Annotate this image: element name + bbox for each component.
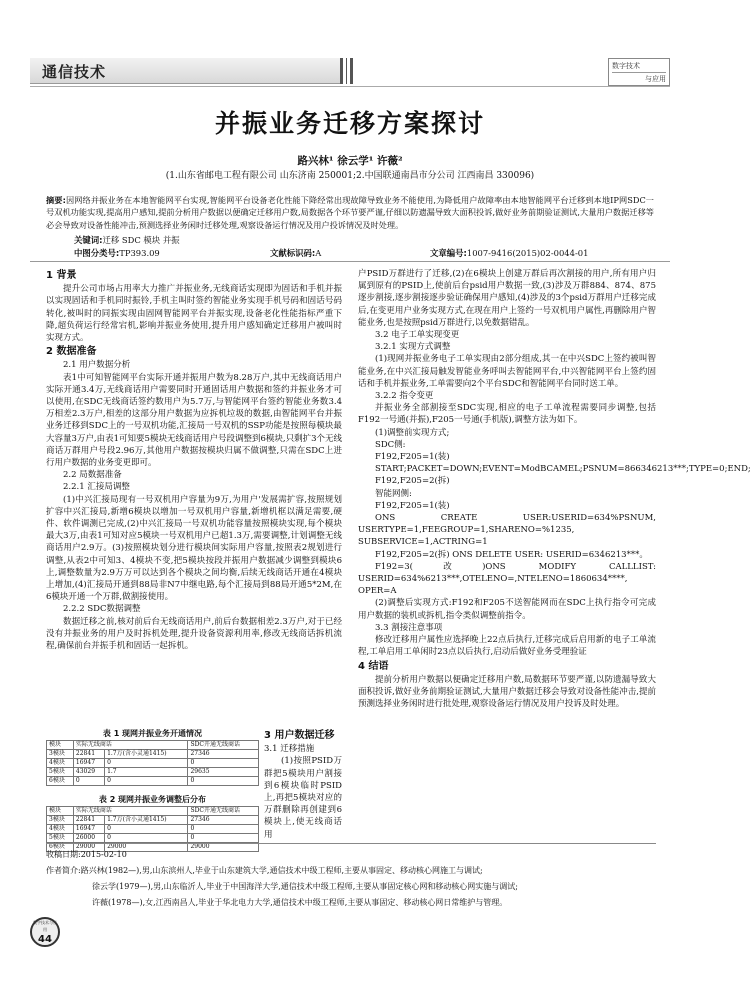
section-heading-2: 2 数据准备 [46,346,97,358]
paper-affiliation: (1.山东省邮电工程有限公司 山东济南 250001;2.中国联通南昌市分公司 江西南昌 330096) [165,171,535,181]
table-row [47,834,259,843]
table-cell: 3模块 [47,750,74,759]
keywords-label: 关键词: [74,235,103,245]
command-line: F192=3(改)ONS MODIFY CALLLIST: USERID=634%6213***,OTELENO=,NTELENO=1860634****, OPER=A [358,561,656,597]
table-cell: 0 [188,777,259,786]
table-cell: 0 [105,777,188,786]
table-header-cell: 实际无线商话 [73,741,188,750]
abstract [46,194,654,231]
table-cell: 26000 [73,834,104,843]
table-cell: 4模块 [47,759,74,768]
table-1-caption: 表 1 现网并振业务开通情况 [102,729,203,738]
paragraph: (1)按照PSID万群把5模块用户割接到6模块临时PSID上,再把5模块对应的万群删除再创建到6模块上,使无线商话用 [264,756,342,840]
table-1-grid [46,740,259,786]
table-cell: 4模块 [47,825,74,834]
paragraph: (2)调整后实现方式:F192和F205不送智能网而在SDC上执行指令可完成用户数据的装机或拆机,指令类似调整前指令。 [358,598,656,621]
keywords [74,234,180,246]
table-cell: 6模块 [47,843,74,852]
footnote-bio: 作者简介:路兴林(1982—),男,山东滨州人,毕业于山东建筑大学,通信技术中级工程师,主要从事固定、移动核心网施工与调试; [46,866,483,875]
table-header-cell: SDC开通无线商话 [188,741,259,750]
table-cell: 6模块 [47,777,74,786]
paragraph: 数据迁移之前,核对前后台无线商话用户,前后台数据相差2.3万户,对于已经没有并振业务的用户及时拆机处理,提升设备资源利用率,修改无线商话拆机流程,确保前台并振手机和固话一起拆机。 [46,616,342,652]
command-line: F192,F205=2(拆) [375,476,450,487]
subsubsection-heading: 3.2.2 指令变更 [375,391,434,402]
table-cell: 0 [105,825,188,834]
paragraph: 表1中可知智能网平台实际开通并振用户数为8.28万户,其中无线商话用户实际开通3.4万,无线商话用户需要同时开通固话用户数据和签约并振业务才可以使用,在SDC无线商话签约数用户为5.7万,与智能网平台签约智能业务数3.4万相差2.3万户,相差的这部分用户数据为应拆机垃圾的数据,由智能网平台并振业务迁移到SDC上的一号双机功能,汇接局一号双机的SSP功能是按照每模块最大容量3万户,由表1可知要5模块无线商话用户号段调整到6模块,只剩扩3个无线商话万群用户号段2.96万,其他用户数据按模块归属不做调整,只需在SDC上进行用户数据的业务变更即可。 [46,372,342,469]
section-heading-3: 3 用户数据迁移 [264,730,335,741]
paragraph: (1)现网并振业务电子工单实现由2部分组成,其一在中兴SDC上签约被叫智能业务,在中兴汇接局触发智能业务呼叫去智能网平台,中兴智能网平台上签约固话和手机并振业务,工单需要向2个平台SDC和智能网平台同时送工单。 [358,354,656,389]
abstract-label: 摘要: [46,195,66,205]
table-cell: 0 [105,834,188,843]
command-line: F192,F205=1(装) [375,500,450,511]
subsection-heading: 3.3 割接注意事项 [375,622,443,633]
clc-number [74,247,160,259]
section-title: 通信技术 [42,63,107,81]
table-header-cell: 模块 [47,741,74,750]
table-cell: 29000 [105,843,188,852]
clc-label: 中图分类号: [74,248,120,258]
footnote-rule [46,843,656,844]
journal-logo-line2: 与应用 [612,72,666,85]
table-cell: 29000 [73,843,104,852]
command-line: 智能网侧: [375,488,412,499]
doc-code-value: A [315,248,322,258]
table-cell: 22841 [73,750,104,759]
table-header-row [47,741,259,750]
table-row [47,750,259,759]
table-cell: 0 [73,777,104,786]
section-heading-4: 4 结语 [358,660,389,672]
table-cell: 27346 [188,816,259,825]
left-column [46,268,342,652]
header-rule [30,86,670,87]
table-header-cell: SDC开通无线商话 [188,807,259,816]
table-row [47,759,259,768]
table-cell: 0 [188,834,259,843]
footnote-received: 收稿日期:2015-02-10 [46,850,127,859]
table-cell: 5模块 [47,834,74,843]
command-line: START;PACKET=DOWN;EVENT=ModBCAMEL;PSNUM=866346213***;TYPE=0;END; [375,464,751,475]
doc-code [270,247,321,259]
subsubsection-heading: 2.2.2 SDC数据调整 [63,604,141,615]
command-line: ONS CREATE USER:USERID=634%PSNUM, USERTYPE=1,FEEGROUP=1,SHARENO=%1235, SUBSERVICE=1,ACTRING=1 [358,513,656,548]
journal-logo-line1: 数字技术 [612,62,640,70]
table-cell: 29000 [188,843,259,852]
paper-authors: 路兴林¹ 徐云学¹ 许薇² [297,155,403,167]
abstract-text: 因网络并振业务在本地智能网平台实现,智能网平台设备老化性能下降经常出现故障导致业务不能使用,为降低用户故障率由本地智能网平台迁移到本地IP网SDC一号双机功能实现,提高用户感知,提前分析用户数据以便确定迁移用户数,局数据各个环节要严谨,仔细以防遗漏导致大面积投诉,做好业务前期验证测试,大量用户数据迁移等必会导致对设备性能冲击,预测选择业务闲时迁移处理,观察设备运行情况及用户投诉情况及时处理。 [46,195,654,230]
table-2-grid [46,806,259,852]
table-cell: 0 [188,759,259,768]
table-header-cell: 模块 [47,807,74,816]
table-cell: 1.7万(含小灵通1415) [105,816,188,825]
paper-title: 并振业务迁移方案探讨 [214,109,485,138]
journal-logo [608,58,670,86]
table-cell: 29635 [188,768,259,777]
table-2-caption: 表 2 现网并振业务调整后分布 [98,795,207,804]
table-row [47,816,259,825]
mid-column [264,728,342,841]
section-heading-1: 1 背景 [46,270,77,281]
command-line: F192,F205=1(装) [375,452,450,463]
table-cell: 16947 [73,759,104,768]
table-cell: 3模块 [47,816,74,825]
clc-value: TP393.09 [119,248,160,258]
paragraph: (1)中兴汇接局现有一号双机用户容量为9万,为用户'发展需扩容,按照规划扩容中兴汇接局,新增6模块以增加一号双机用户容量,新增机框以满足需要,硬件、软件调测已完成,(2)中兴汇接局一号双机功能容量按照模块实现,每个模块最大3万,由表1可知对应5模块一号双机用户已超1.3万,需要调整,计划调整无线商话用户2.9万。(3)按照模块划分进行模块间实际用户容量,按照表2规划进行调整,从表2中可知3、4模块不变,把5模块按段并振用户数据减少调整到模块6上,调整数量为2.9万万可以达到各个模块之间均衡,后续无线商话开通在4模块上增加,(4)汇接局开通到88局非N7中继电路,每个汇接局到88局开通5*2M,在6模块开通一个万群,做割接使用。 [46,494,342,603]
paragraph: 并振业务全部割接至SDC实现,相应的电子工单流程需要同步调整,包括F192一号通(并振),F205一号通(手机版),调整方法为如下。 [358,403,656,426]
page-badge-text: 数字技术与应用 [33,920,57,932]
paragraph: 提前分析用户数据以便确定迁移用户数,局数据环节要严谨,以防遗漏导致大面积投诉,做好业务前期验证测试,大量用户数据迁移会导致对设备性能冲击,提前预测选择业务闲时进行批处理,观察设备运行情况及用户投诉及时处理。 [358,674,656,710]
doc-code-label: 文献标识码: [270,248,316,258]
table-cell: 0 [188,825,259,834]
table-cell: 5模块 [47,768,74,777]
table-cell: 43029 [73,768,104,777]
article-number-label: 文章编号: [430,248,467,258]
table-cell: 16947 [73,825,104,834]
command-line: SDC侧: [375,439,406,450]
table-row [47,768,259,777]
meta-rule [30,261,670,262]
command-line: F192,F205=2(拆) ONS DELETE USER: USERID=6346213***。 [375,549,648,560]
article-number-value: 1007-9416(2015)02-0044-01 [466,248,589,258]
command-line: (1)调整前实现方式; [375,427,450,438]
table-cell: 0 [105,759,188,768]
table-header-row [47,807,259,816]
header-bars-decoration [340,58,360,84]
table-header-cell: 实际无线商话 [73,807,188,816]
table-cell: 22841 [73,816,104,825]
subsection-heading: 3.2 电子工单实现变更 [375,330,460,341]
subsection-heading: 2.2 局数据准备 [63,470,122,481]
page-number-badge [30,917,60,947]
keywords-text: 迁移 SDC 模块 并振 [102,235,180,245]
subsection-heading: 3.1 迁移措施 [264,744,315,755]
table-row [47,777,259,786]
subsubsection-heading: 3.2.1 实现方式调整 [375,342,451,353]
footnote-bio: 徐云学(1979—),男,山东临沂人,毕业于中国海洋大学,通信技术中级工程师,主要从事固定核心网和移动核心网实施与调试; [92,882,519,891]
table-cell: 1.7 [105,768,188,777]
table-cell: 1.7万(含小灵通1415) [105,750,188,759]
table-row [47,825,259,834]
table-cell: 27346 [188,750,259,759]
article-number [430,247,588,259]
table-1 [46,728,259,786]
subsection-heading: 2.1 用户数据分析 [63,360,131,371]
subsubsection-heading: 2.2.1 汇接局调整 [63,482,130,493]
paragraph: 户PSID万群进行了迁移,(2)在6模块上创建万群后再次割接的用户,所有用户归属到原有的PSID上,使前后台psid用户数据一致,(3)涉及万群884、874、875逐步割接,逐步割接逐步验证确保用户感知,(4)涉及的3个psid万群用户迁移完成后,在变更用户业务实现方式,在现在用户上签约一号双机用户属性,再删除用户智能业务,也是按照psid万群进行,以免数据错乱。 [358,269,656,328]
paragraph: 修改迁移用户属性应选择晚上22点后执行,迁移完成后启用新的电子工单流程,工单启用工单闲时23点以后执行,启动后做好业务受理验证 [358,635,656,658]
page-number: 44 [38,934,52,945]
footnote-bio: 许薇(1978—),女,江西南昌人,毕业于华北电力大学,通信技术中级工程师,主要从事固定、移动核心网日常维护与管理。 [92,898,508,907]
right-column [358,268,751,710]
paragraph: 提升公司市场占用率大力推广并振业务,无线商话实现即为固话和手机并振以实现固话和手机同时振铃,手机主叫时签约智能业务实现手机号码和固话号码转化,被叫时的同振实现由固网智能网平台并振实现,设备老化性能指标严重下降,超负荷运行经常宕机,影响并振业务使用,提升用户感知确定迁移用户被叫时实现方式。 [46,284,342,344]
